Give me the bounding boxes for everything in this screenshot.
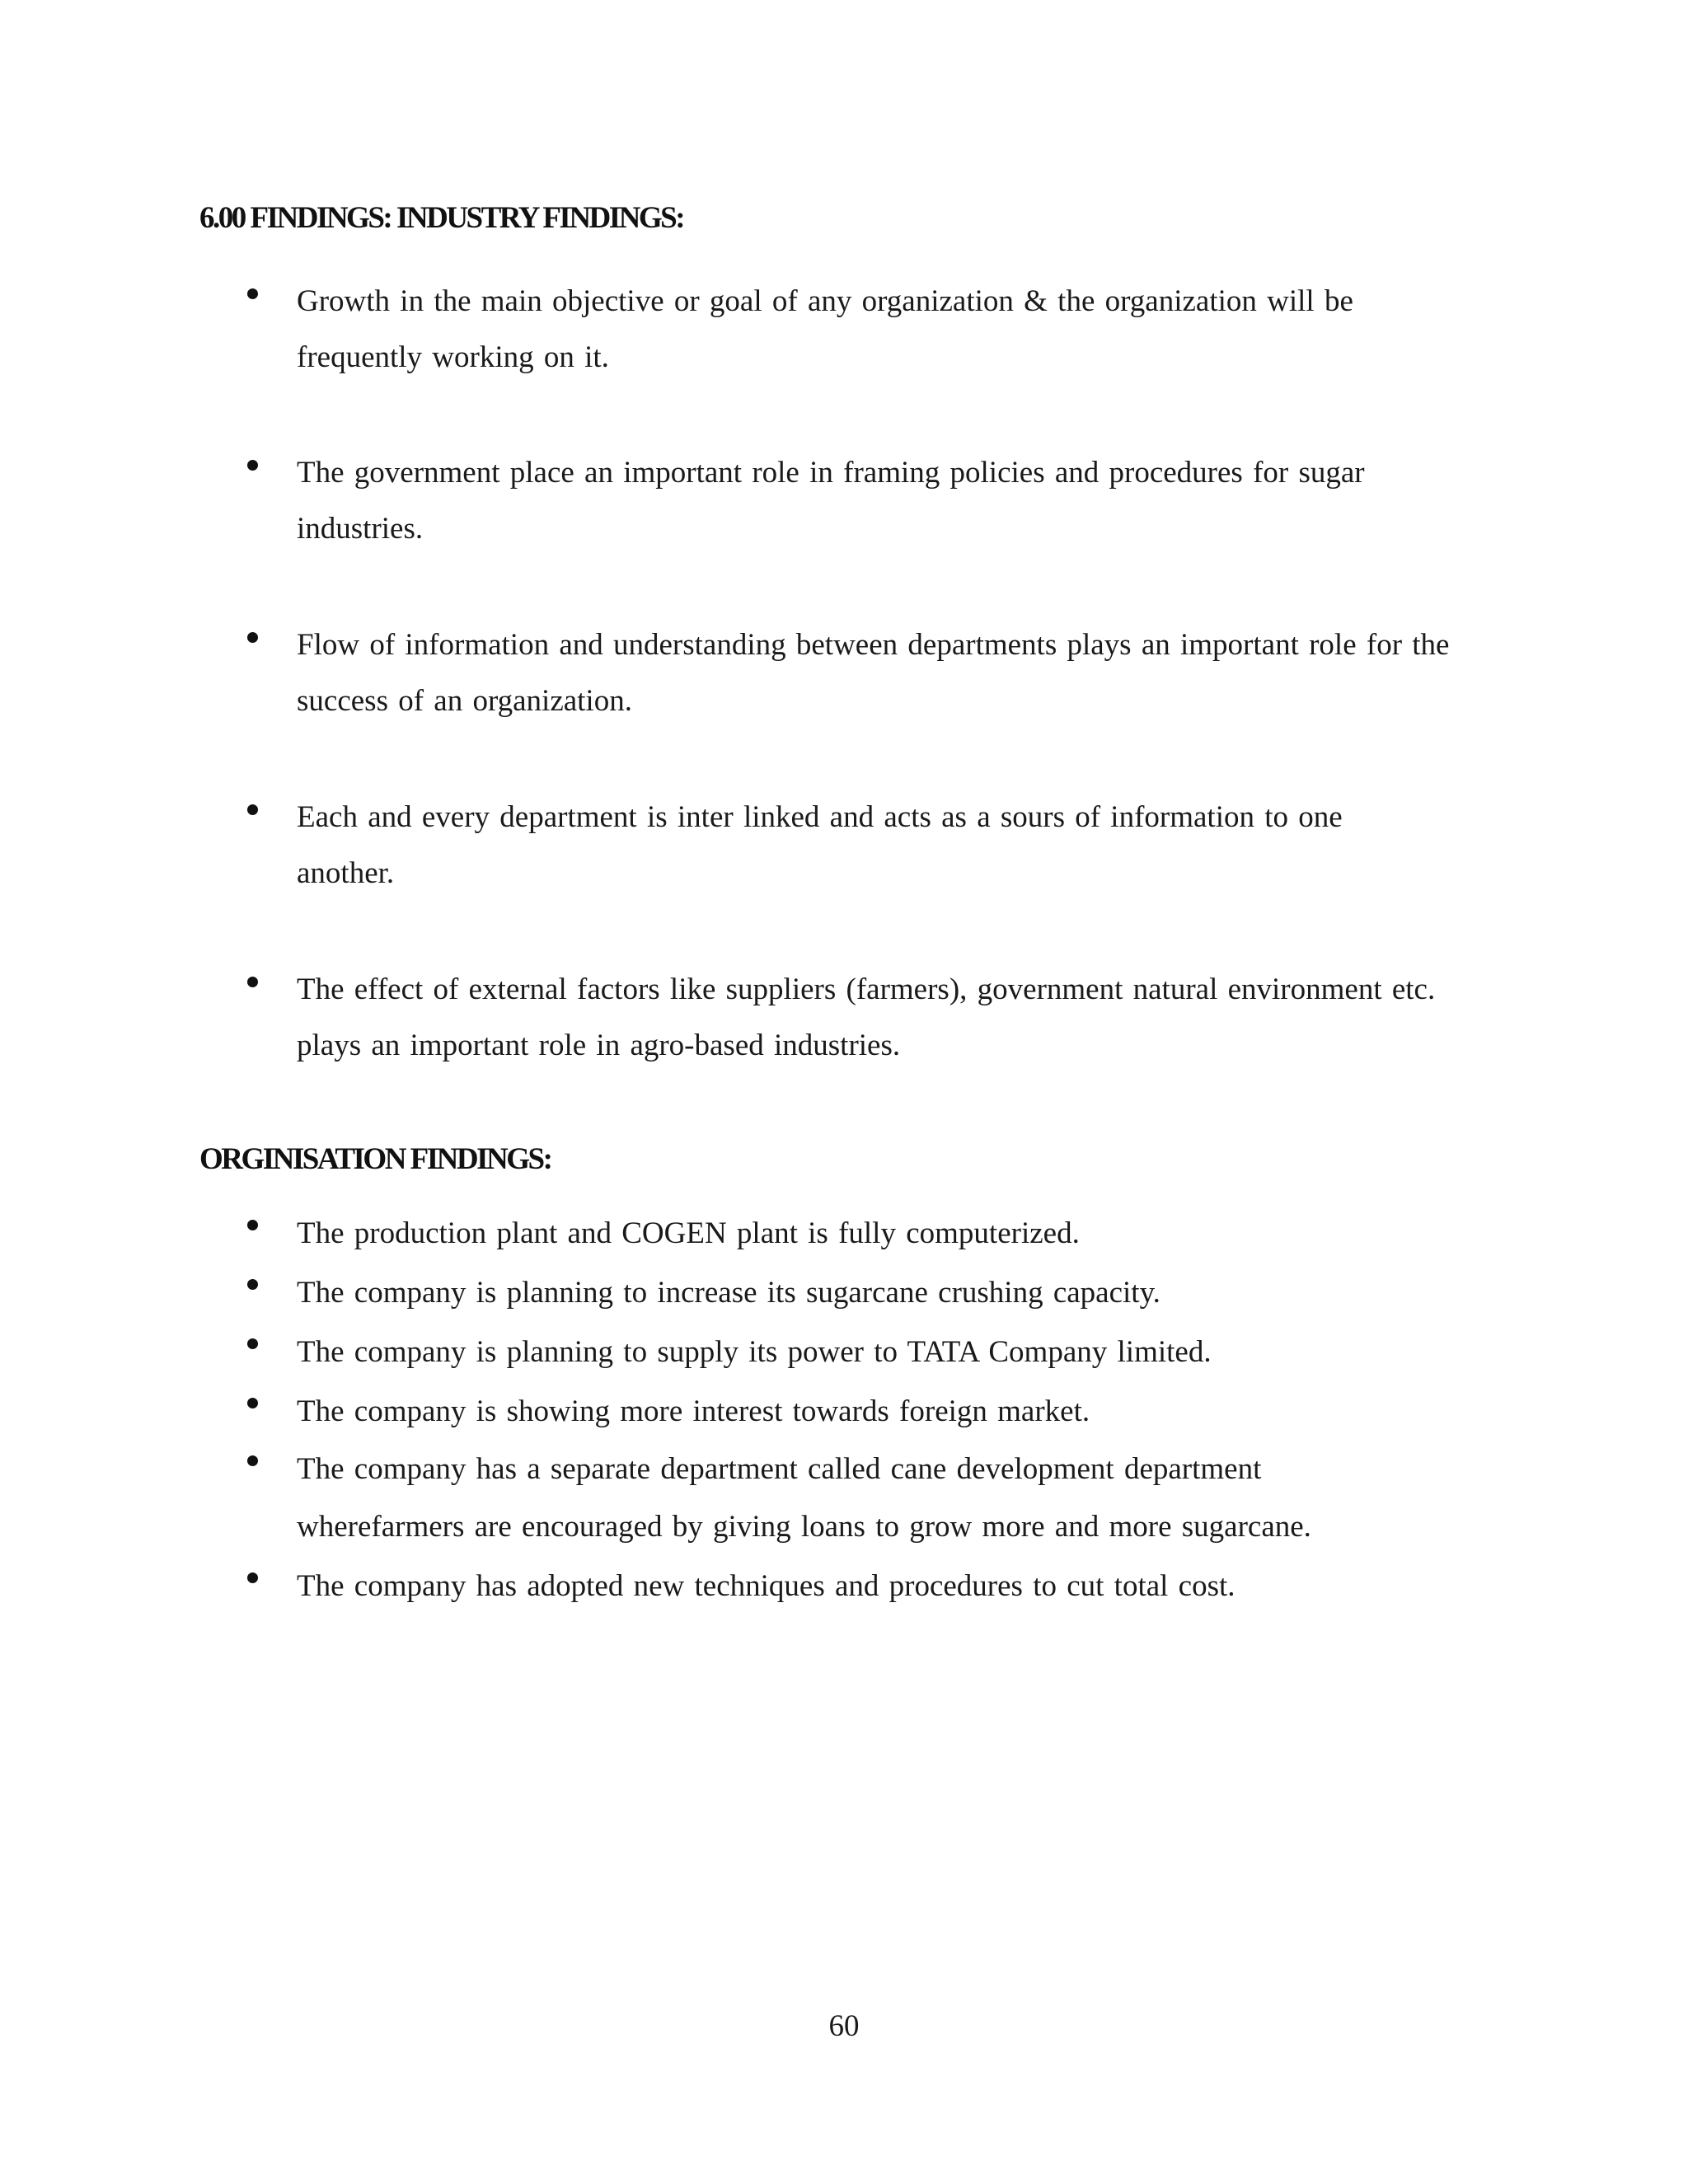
bullet-icon bbox=[247, 288, 258, 299]
list-item-text: The company is planning to supply its power to TATA Company limited. bbox=[297, 1335, 1212, 1369]
list-item-text: The company has a separate department called cane development department wherefarmers are encouraged by giving loans to grow more and more sugarcane. bbox=[297, 1452, 1311, 1544]
bullet-icon bbox=[247, 1338, 258, 1349]
list-item-text: The company is showing more interest towards foreign market. bbox=[297, 1394, 1090, 1428]
bullet-icon bbox=[247, 1455, 258, 1466]
list-item-text: The company is planning to increase its sugarcane crushing capacity. bbox=[297, 1276, 1160, 1310]
bullet-icon bbox=[247, 1398, 258, 1408]
bullet-icon bbox=[247, 1572, 258, 1583]
organisation-findings-heading: ORGINISATION FINDINGS: bbox=[199, 1142, 551, 1176]
list-item-text: The production plant and COGEN plant is fully computerized. bbox=[297, 1216, 1080, 1250]
list-item-text: Growth in the main objective or goal of any organization & the organization will be frequently working on it. bbox=[297, 284, 1353, 374]
list-item-text: The company has adopted new techniques and procedures to cut total cost. bbox=[297, 1569, 1236, 1603]
bullet-icon bbox=[247, 632, 258, 643]
industry-findings-heading: 6.00 FINDINGS: INDUSTRY FINDINGS: bbox=[199, 201, 684, 235]
page-number: 60 bbox=[828, 2009, 860, 2043]
list-item-text: The effect of external factors like suppliers (farmers), government natural environment etc. plays an important role in agro-based industries. bbox=[297, 972, 1436, 1062]
list-item-text: Flow of information and understanding between departments plays an important role for the success of an organization. bbox=[297, 628, 1450, 718]
bullet-icon bbox=[247, 1220, 258, 1230]
list-item-text: The government place an important role in framing policies and procedures for sugar industries. bbox=[297, 456, 1365, 546]
bullet-icon bbox=[247, 1279, 258, 1290]
bullet-icon bbox=[247, 977, 258, 987]
list-item-text: Each and every department is inter linked and acts as a sours of information to one another. bbox=[297, 800, 1343, 890]
bullet-icon bbox=[247, 804, 258, 815]
bullet-icon bbox=[247, 460, 258, 471]
